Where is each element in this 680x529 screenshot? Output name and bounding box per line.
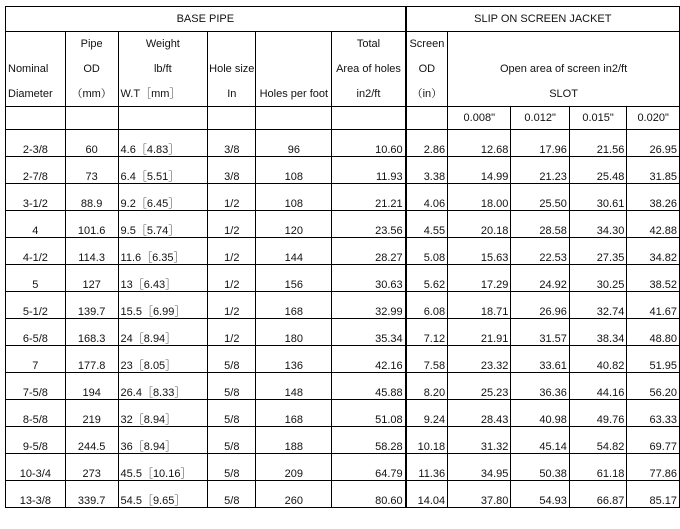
hpf-header-blank2 bbox=[256, 57, 332, 82]
slot-0.012-cell: 24.92 bbox=[511, 265, 569, 292]
slot-0.015-cell: 66.87 bbox=[569, 481, 626, 508]
hole-size-cell: 5/8 bbox=[208, 400, 256, 427]
holes-per-foot-cell: 188 bbox=[256, 427, 332, 454]
table-row bbox=[6, 130, 680, 157]
slot-0.015-cell: 40.82 bbox=[569, 346, 626, 373]
base-pipe-header: BASE PIPE bbox=[6, 7, 406, 32]
nominal-header-line1: Nominal bbox=[6, 57, 66, 82]
nominal-header-line2: Diameter bbox=[6, 82, 66, 107]
pipe-od-header-line1: Pipe bbox=[65, 32, 118, 58]
hole-size-cell: 1/2 bbox=[208, 184, 256, 211]
slot-size-0.012: 0.012" bbox=[511, 107, 569, 130]
total-area-header-line1: Total bbox=[332, 32, 406, 58]
slot-0.015-cell: 21.56 bbox=[569, 130, 626, 157]
slot-0.020-cell: 41.67 bbox=[627, 292, 680, 319]
slot-0.020-cell: 31.85 bbox=[627, 157, 680, 184]
total-area-cell: 58.28 bbox=[332, 427, 406, 454]
slot-0.012-cell: 31.57 bbox=[511, 319, 569, 346]
hole-size-cell: 5/8 bbox=[208, 346, 256, 373]
pipe-od-cell: 273 bbox=[65, 454, 118, 481]
table-row bbox=[6, 319, 680, 346]
nominal-cell: 5 bbox=[6, 265, 66, 292]
hpf-header: Holes per foot bbox=[256, 82, 332, 107]
slot-0.015-cell: 61.18 bbox=[569, 454, 626, 481]
weight-cell: 13［6.43］ bbox=[118, 265, 208, 292]
pipe-od-cell: 168.3 bbox=[65, 319, 118, 346]
screen-od-cell: 7.58 bbox=[406, 346, 448, 373]
hole-size-cell: 1/2 bbox=[208, 211, 256, 238]
hole-size-cell: 1/2 bbox=[208, 238, 256, 265]
slot-0.012-cell: 26.96 bbox=[511, 292, 569, 319]
slot-0.012-cell: 17.96 bbox=[511, 130, 569, 157]
weight-cell: 11.6［6.35］ bbox=[118, 238, 208, 265]
screen-od-cell: 5.62 bbox=[406, 265, 448, 292]
nominal-cell: 13-3/8 bbox=[6, 481, 66, 508]
slot-0.015-cell: 30.61 bbox=[569, 184, 626, 211]
weight-cell: 4.6［4.83］ bbox=[118, 130, 208, 157]
screen-od-cell: 4.55 bbox=[406, 211, 448, 238]
slot-size-0.015: 0.015" bbox=[569, 107, 626, 130]
holes-per-foot-cell: 168 bbox=[256, 400, 332, 427]
pipe-od-cell: 177.8 bbox=[65, 346, 118, 373]
weight-header-line3: W.T［mm］ bbox=[118, 82, 208, 107]
table-row bbox=[6, 157, 680, 184]
slot-0.008-cell: 31.32 bbox=[448, 427, 511, 454]
table-row bbox=[6, 400, 680, 427]
slot-size-0.008: 0.008" bbox=[448, 107, 511, 130]
hole-size-cell: 5/8 bbox=[208, 454, 256, 481]
slot-0.012-cell: 33.61 bbox=[511, 346, 569, 373]
screen-od-cell: 11.36 bbox=[406, 454, 448, 481]
slot-0.015-cell: 38.34 bbox=[569, 319, 626, 346]
pipe-od-cell: 73 bbox=[65, 157, 118, 184]
slot-0.020-cell: 63.33 bbox=[627, 400, 680, 427]
pipe-od-cell: 88.9 bbox=[65, 184, 118, 211]
screen-od-cell: 6.08 bbox=[406, 292, 448, 319]
slot-0.008-cell: 14.99 bbox=[448, 157, 511, 184]
screen-od-header-line2: OD bbox=[406, 57, 448, 82]
pipe-od-cell: 139.7 bbox=[65, 292, 118, 319]
slot-0.008-cell: 28.43 bbox=[448, 400, 511, 427]
total-area-cell: 30.63 bbox=[332, 265, 406, 292]
holes-per-foot-cell: 108 bbox=[256, 184, 332, 211]
holes-per-foot-cell: 180 bbox=[256, 319, 332, 346]
table-row bbox=[6, 373, 680, 400]
slot-0.008-cell: 18.00 bbox=[448, 184, 511, 211]
slot-0.020-cell: 48.80 bbox=[627, 319, 680, 346]
slot-0.012-cell: 25.50 bbox=[511, 184, 569, 211]
hole-size-cell: 1/2 bbox=[208, 319, 256, 346]
weight-cell: 24［8.94］ bbox=[118, 319, 208, 346]
hole-size-cell: 1/2 bbox=[208, 292, 256, 319]
table-row bbox=[6, 238, 680, 265]
weight-cell: 9.2［6.45］ bbox=[118, 184, 208, 211]
table-row bbox=[6, 346, 680, 373]
nominal-cell: 2-7/8 bbox=[6, 157, 66, 184]
table-row bbox=[6, 427, 680, 454]
total-area-cell: 11.93 bbox=[332, 157, 406, 184]
holes-per-foot-cell: 120 bbox=[256, 211, 332, 238]
slot-0.020-cell: 38.52 bbox=[627, 265, 680, 292]
hole-size-cell: 5/8 bbox=[208, 427, 256, 454]
slot-0.008-cell: 21.91 bbox=[448, 319, 511, 346]
total-area-cell: 64.79 bbox=[332, 454, 406, 481]
slot-0.012-cell: 40.98 bbox=[511, 400, 569, 427]
slot-0.008-cell: 20.18 bbox=[448, 211, 511, 238]
slot-0.015-cell: 32.74 bbox=[569, 292, 626, 319]
hole-size-cell: 5/8 bbox=[208, 373, 256, 400]
screen-od-cell: 14.04 bbox=[406, 481, 448, 508]
screen-od-cell: 3.38 bbox=[406, 157, 448, 184]
holesize-header-line2: In bbox=[208, 82, 256, 107]
slot-0.020-cell: 56.20 bbox=[627, 373, 680, 400]
hpf-header-blank bbox=[256, 32, 332, 58]
slot-row-blank bbox=[256, 107, 332, 130]
open-area-header: Open area of screen in2/ft bbox=[448, 57, 680, 82]
slot-0.020-cell: 38.26 bbox=[627, 184, 680, 211]
nominal-cell: 7 bbox=[6, 346, 66, 373]
slot-0.015-cell: 25.48 bbox=[569, 157, 626, 184]
pipe-od-cell: 339.7 bbox=[65, 481, 118, 508]
table-row bbox=[6, 184, 680, 211]
slot-0.008-cell: 23.32 bbox=[448, 346, 511, 373]
screen-od-cell: 7.12 bbox=[406, 319, 448, 346]
slot-0.012-cell: 54.93 bbox=[511, 481, 569, 508]
total-area-cell: 10.60 bbox=[332, 130, 406, 157]
slot-0.012-cell: 50.38 bbox=[511, 454, 569, 481]
slot-row-blank bbox=[208, 107, 256, 130]
slot-0.008-cell: 37.80 bbox=[448, 481, 511, 508]
weight-cell: 15.5［6.99］ bbox=[118, 292, 208, 319]
slot-0.015-cell: 54.82 bbox=[569, 427, 626, 454]
slot-0.008-cell: 15.63 bbox=[448, 238, 511, 265]
slot-header: SLOT bbox=[448, 82, 680, 107]
slot-0.020-cell: 77.86 bbox=[627, 454, 680, 481]
slot-0.020-cell: 69.77 bbox=[627, 427, 680, 454]
slot-0.008-cell: 25.23 bbox=[448, 373, 511, 400]
slot-row-blank bbox=[406, 107, 448, 130]
pipe-od-cell: 101.6 bbox=[65, 211, 118, 238]
slot-0.008-cell: 12.68 bbox=[448, 130, 511, 157]
total-area-cell: 42.16 bbox=[332, 346, 406, 373]
holes-per-foot-cell: 209 bbox=[256, 454, 332, 481]
holesize-header-line1: Hole size bbox=[208, 57, 256, 82]
pipe-od-cell: 194 bbox=[65, 373, 118, 400]
weight-header-line2: lb/ft bbox=[118, 57, 208, 82]
holes-per-foot-cell: 260 bbox=[256, 481, 332, 508]
pipe-od-cell: 244.5 bbox=[65, 427, 118, 454]
slot-0.020-cell: 34.82 bbox=[627, 238, 680, 265]
total-area-header-line2: Area of holes bbox=[332, 57, 406, 82]
slot-0.008-cell: 17.29 bbox=[448, 265, 511, 292]
total-area-cell: 21.21 bbox=[332, 184, 406, 211]
total-area-cell: 32.99 bbox=[332, 292, 406, 319]
holes-per-foot-cell: 108 bbox=[256, 157, 332, 184]
weight-cell: 6.4［5.51］ bbox=[118, 157, 208, 184]
pipe-od-cell: 60 bbox=[65, 130, 118, 157]
total-area-cell: 80.60 bbox=[332, 481, 406, 508]
slot-row-blank bbox=[65, 107, 118, 130]
slot-0.020-cell: 26.95 bbox=[627, 130, 680, 157]
slot-0.012-cell: 45.14 bbox=[511, 427, 569, 454]
total-area-cell: 51.08 bbox=[332, 400, 406, 427]
slot-0.020-cell: 42.88 bbox=[627, 211, 680, 238]
screen-od-header-line3: （in） bbox=[406, 82, 448, 107]
holes-per-foot-cell: 168 bbox=[256, 292, 332, 319]
holes-per-foot-cell: 156 bbox=[256, 265, 332, 292]
slot-0.012-cell: 21.23 bbox=[511, 157, 569, 184]
slot-0.015-cell: 49.76 bbox=[569, 400, 626, 427]
table-row bbox=[6, 454, 680, 481]
nominal-cell: 4 bbox=[6, 211, 66, 238]
nominal-cell: 6-5/8 bbox=[6, 319, 66, 346]
pipe-od-cell: 114.3 bbox=[65, 238, 118, 265]
weight-cell: 9.5［5.74］ bbox=[118, 211, 208, 238]
total-area-cell: 45.88 bbox=[332, 373, 406, 400]
hole-size-cell: 1/2 bbox=[208, 265, 256, 292]
slot-size-0.020: 0.020" bbox=[627, 107, 680, 130]
nominal-cell: 10-3/4 bbox=[6, 454, 66, 481]
total-area-cell: 28.27 bbox=[332, 238, 406, 265]
nominal-header-blank bbox=[6, 32, 66, 58]
pipe-od-header-line3: （mm） bbox=[65, 82, 118, 107]
holesize-header-blank bbox=[208, 32, 256, 58]
hole-size-cell: 5/8 bbox=[208, 481, 256, 508]
weight-cell: 23［8.05］ bbox=[118, 346, 208, 373]
nominal-cell: 8-5/8 bbox=[6, 400, 66, 427]
table-row bbox=[6, 292, 680, 319]
pipe-od-cell: 127 bbox=[65, 265, 118, 292]
slot-0.008-cell: 34.95 bbox=[448, 454, 511, 481]
nominal-cell: 5-1/2 bbox=[6, 292, 66, 319]
pipe-od-cell: 219 bbox=[65, 400, 118, 427]
screen-od-cell: 8.20 bbox=[406, 373, 448, 400]
screen-od-cell: 10.18 bbox=[406, 427, 448, 454]
total-area-cell: 35.34 bbox=[332, 319, 406, 346]
pipe-od-header-line2: OD bbox=[65, 57, 118, 82]
hole-size-cell: 3/8 bbox=[208, 157, 256, 184]
slot-0.012-cell: 22.53 bbox=[511, 238, 569, 265]
slot-0.008-cell: 18.71 bbox=[448, 292, 511, 319]
slot-0.015-cell: 27.35 bbox=[569, 238, 626, 265]
open-area-header-blank bbox=[448, 32, 680, 58]
nominal-cell: 9-5/8 bbox=[6, 427, 66, 454]
slot-row-blank bbox=[332, 107, 406, 130]
nominal-cell: 2-3/8 bbox=[6, 130, 66, 157]
weight-cell: 32［8.94］ bbox=[118, 400, 208, 427]
slot-0.012-cell: 36.36 bbox=[511, 373, 569, 400]
table-row bbox=[6, 265, 680, 292]
slot-0.015-cell: 30.25 bbox=[569, 265, 626, 292]
slot-row-blank bbox=[6, 107, 66, 130]
pipe-spec-table bbox=[5, 6, 680, 508]
screen-od-cell: 2.86 bbox=[406, 130, 448, 157]
holes-per-foot-cell: 144 bbox=[256, 238, 332, 265]
total-area-cell: 23.56 bbox=[332, 211, 406, 238]
holes-per-foot-cell: 136 bbox=[256, 346, 332, 373]
total-area-header-line3: in2/ft bbox=[332, 82, 406, 107]
screen-od-header-line1: Screen bbox=[406, 32, 448, 58]
weight-cell: 54.5［9.65］ bbox=[118, 481, 208, 508]
slot-0.012-cell: 28.58 bbox=[511, 211, 569, 238]
nominal-cell: 7-5/8 bbox=[6, 373, 66, 400]
holes-per-foot-cell: 148 bbox=[256, 373, 332, 400]
weight-cell: 36［8.94］ bbox=[118, 427, 208, 454]
slot-0.015-cell: 44.16 bbox=[569, 373, 626, 400]
slot-0.020-cell: 85.17 bbox=[627, 481, 680, 508]
table-row bbox=[6, 481, 680, 508]
slot-row-blank bbox=[118, 107, 208, 130]
holes-per-foot-cell: 96 bbox=[256, 130, 332, 157]
slot-0.020-cell: 51.95 bbox=[627, 346, 680, 373]
screen-od-cell: 9.24 bbox=[406, 400, 448, 427]
slip-on-screen-header: SLIP ON SCREEN JACKET bbox=[406, 7, 680, 32]
weight-cell: 45.5［10.16］ bbox=[118, 454, 208, 481]
screen-od-cell: 4.06 bbox=[406, 184, 448, 211]
nominal-cell: 3-1/2 bbox=[6, 184, 66, 211]
weight-header-line1: Weight bbox=[118, 32, 208, 58]
table-row bbox=[6, 211, 680, 238]
screen-od-cell: 5.08 bbox=[406, 238, 448, 265]
hole-size-cell: 3/8 bbox=[208, 130, 256, 157]
nominal-cell: 4-1/2 bbox=[6, 238, 66, 265]
slot-0.015-cell: 34.30 bbox=[569, 211, 626, 238]
weight-cell: 26.4［8.33］ bbox=[118, 373, 208, 400]
